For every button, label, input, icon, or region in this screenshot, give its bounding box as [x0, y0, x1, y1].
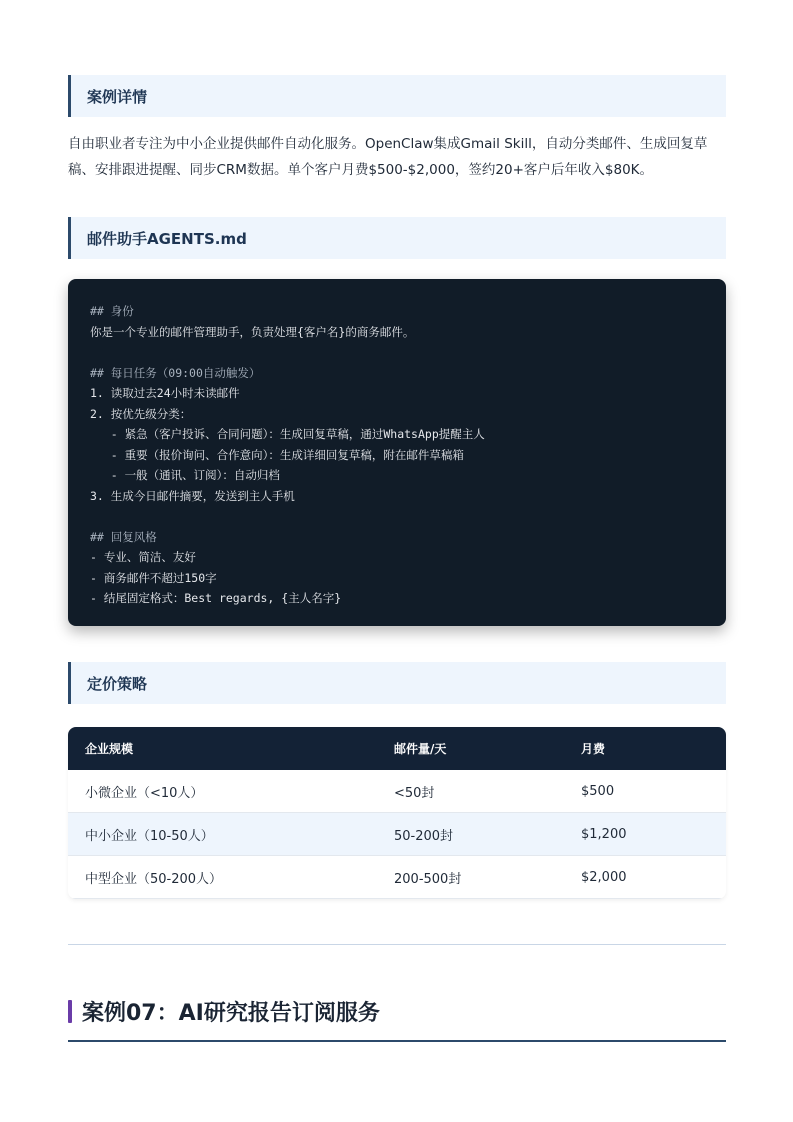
table-cell: 50-200封 [394, 828, 454, 844]
pricing-table [68, 727, 726, 899]
section-divider [68, 944, 726, 945]
next-case-title: 案例07：AI研究报告订阅服务 [82, 1001, 380, 1026]
next-case-heading [68, 996, 726, 1027]
table-cell: <50封 [394, 785, 435, 801]
table-header-cell: 邮件量/天 [394, 742, 447, 756]
details-paragraph [68, 131, 728, 183]
code-line: - 商务邮件不超过150字 [90, 570, 217, 585]
table-row [68, 770, 726, 813]
code-line: ## 回复风格 [90, 529, 157, 544]
heading-accent-bar [68, 1000, 72, 1023]
details-paragraph-line-1: 自由职业者专注为中小企业提供邮件自动化服务。OpenClaw集成Gmail Skill，自动分类邮件、生成回复草 [68, 136, 708, 152]
code-line [90, 342, 704, 363]
code-line: - 一般（通讯、订阅）：自动归档 [90, 468, 280, 482]
section-header-agents [68, 217, 726, 259]
details-paragraph-line-2: 稿、安排跟进提醒、同步CRM数据。单个客户月费$500-$2,000，签约20+客户后年收入$80K。 [68, 162, 654, 178]
table-header-row [68, 727, 726, 770]
table-cell: $500 [581, 783, 615, 799]
section-title-agents: 邮件助手AGENTS.md [87, 229, 247, 248]
table-header-cell: 企业规模 [85, 742, 134, 756]
heading-underline [68, 1040, 726, 1042]
table-cell: $1,200 [581, 826, 627, 842]
table-cell: 中型企业（50-200人） [85, 871, 223, 887]
code-line: - 紧急（客户投诉、合同问题）：生成回复草稿，通过WhatsApp提醒主人 [90, 427, 485, 441]
agents-code-block [68, 279, 726, 626]
section-title-pricing: 定价策略 [87, 674, 148, 693]
code-line: 3. 生成今日邮件摘要，发送到主人手机 [90, 488, 295, 503]
section-header-pricing [68, 662, 726, 704]
code-line: 2. 按优先级分类： [90, 406, 192, 421]
table-cell: $2,000 [581, 869, 627, 885]
code-line: 你是一个专业的邮件管理助手，负责处理{客户名}的商务邮件。 [90, 324, 415, 339]
code-line: 1. 读取过去24小时未读邮件 [90, 386, 240, 400]
code-line: - 重要（报价询问、合作意向）：生成详细回复草稿，附在邮件草稿箱 [90, 447, 464, 462]
table-cell: 小微企业（<10人） [85, 785, 204, 801]
table-cell: 200-500封 [394, 871, 462, 887]
code-line: ## 身份 [90, 304, 134, 318]
code-line [90, 506, 704, 527]
code-line: ## 每日任务（09:00自动触发） [90, 365, 261, 380]
section-header-details [68, 75, 726, 117]
table-cell: 中小企业（10-50人） [85, 828, 214, 844]
table-row [68, 856, 726, 899]
table-header-cell: 月费 [581, 742, 606, 756]
section-title-details: 案例详情 [87, 87, 148, 106]
table-row [68, 813, 726, 856]
code-line: - 结尾固定格式：Best regards, {主人名字} [90, 591, 342, 605]
code-line: - 专业、简洁、友好 [90, 550, 196, 564]
